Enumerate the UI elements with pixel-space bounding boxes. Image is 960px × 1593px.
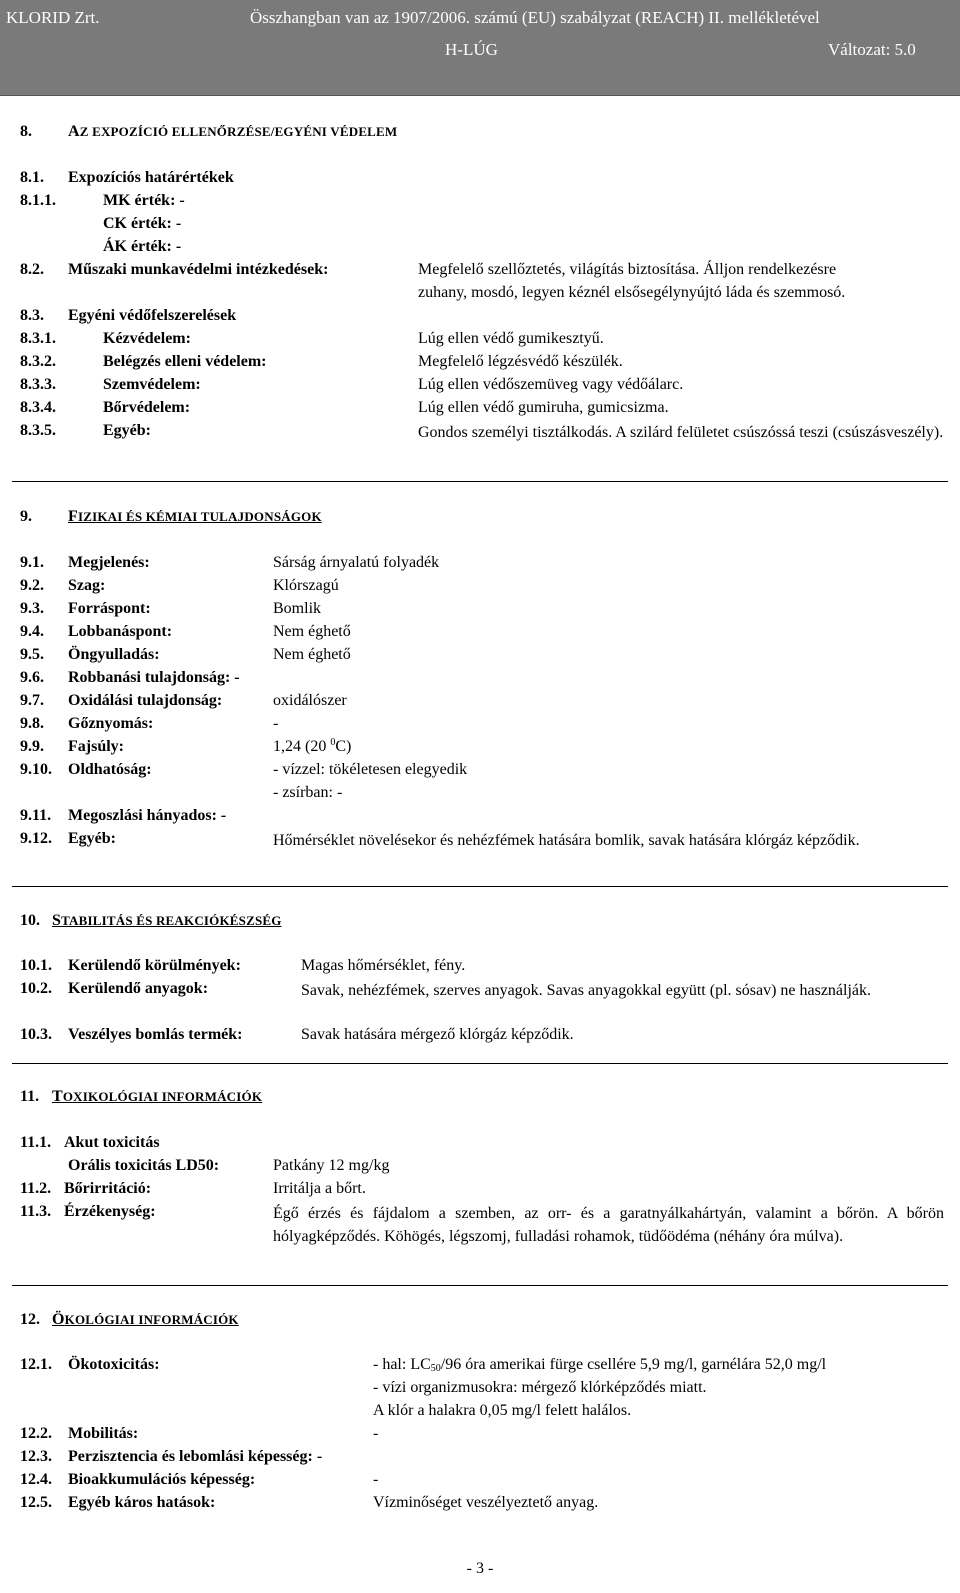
- header-divider: [0, 95, 960, 96]
- row-8-2-label: Műszaki munkavédelmi intézkedések:: [68, 261, 329, 278]
- row-11-3-value: Égő érzés és fájdalom a szemben, az orr- és a garatnyálkahártyán, valamint a bőrön. A bőrön hólyagképződés. Köhögés, légszomj, fulladási rohamok, tüdőödéma (néhány óra múlva).: [273, 1205, 944, 1245]
- row-10-3-value: Savak hatására mérgező klórgáz képződik.: [301, 1026, 574, 1043]
- section-10-title: STABILITÁS ÉS REAKCIÓKÉSZSÉG: [52, 912, 282, 929]
- row-11-2-value: Irritálja a bőrt.: [273, 1180, 366, 1197]
- row-12-1-number: 12.1.: [20, 1356, 52, 1373]
- row-8-3-label: Egyéni védőfelszerelések: [68, 307, 237, 324]
- section-11-number: 11.: [20, 1088, 40, 1105]
- row-9-5-label: Öngyulladás:: [68, 646, 160, 663]
- row-9-1-label: Megjelenés:: [68, 554, 150, 571]
- section-12-number: 12.: [20, 1311, 40, 1328]
- row-9-6-label: Robbanási tulajdonság: -: [68, 669, 240, 686]
- row-9-12-label: Egyéb:: [68, 830, 116, 847]
- section-8-title: AZ EXPOZÍCIÓ ELLENŐRZÉSE/EGYÉNI VÉDELEM: [68, 123, 398, 140]
- row-9-3-number: 9.3.: [20, 600, 44, 617]
- divider-10-11: [12, 1063, 948, 1064]
- row-12-5-label: Egyéb káros hatások:: [68, 1494, 216, 1511]
- row-9-3-value: Bomlik: [273, 600, 322, 617]
- oral-toxicity-value: Patkány 12 mg/kg: [273, 1157, 390, 1174]
- row-12-1-value-line1: - hal: $LC_{50}/96$ óra amerikai fürge csellére 5,9 mg/l, garnélára 52,0 mg/l: [373, 1356, 827, 1374]
- row-10-3-label: Veszélyes bomlás termék:: [68, 1026, 243, 1043]
- row-9-2-number: 9.2.: [20, 577, 44, 594]
- row-9-8-value: -: [273, 715, 279, 732]
- section-8-number: 8.: [20, 123, 32, 140]
- header-company: KLORID Zrt.: [6, 8, 100, 27]
- row-8-3-5-number: 8.3.5.: [20, 422, 56, 439]
- row-9-12-number: 9.12.: [20, 830, 52, 847]
- section-10-number: 10.: [20, 912, 40, 929]
- row-8-3-5-label: Egyéb:: [103, 422, 151, 439]
- row-9-9-number: 9.9.: [20, 738, 44, 755]
- row-12-2-value: -: [373, 1425, 379, 1442]
- row-8-3-3-value: Lúg ellen védőszemüveg vagy védőálarc.: [418, 376, 684, 393]
- row-8-3-1-value: Lúg ellen védő gumikesztyű.: [418, 330, 604, 347]
- row-9-10-value-line1: - vízzel: tökéletesen elegyedik: [273, 761, 468, 778]
- row-10-2-number: 10.2.: [20, 980, 52, 997]
- row-8-3-1-number: 8.3.1.: [20, 330, 56, 347]
- row-8-3-2-value: Megfelelő légzésvédő készülék.: [418, 353, 623, 370]
- row-9-1-value: Sárság árnyalatú folyadék: [273, 554, 440, 571]
- ak-value: ÁK érték: -: [103, 238, 182, 255]
- header-product: H-LÚG: [445, 40, 498, 59]
- section-9-number: 9.: [20, 508, 32, 525]
- row-12-4-value: -: [373, 1471, 379, 1488]
- row-12-4-number: 12.4.: [20, 1471, 52, 1488]
- row-11-2-number: 11.2.: [20, 1180, 52, 1197]
- row-8-3-3-number: 8.3.3.: [20, 376, 56, 393]
- row-9-4-number: 9.4.: [20, 623, 44, 640]
- row-9-1-number: 9.1.: [20, 554, 44, 571]
- mk-value: MK érték: -: [103, 192, 185, 209]
- row-10-1-value: Magas hőmérséklet, fény.: [301, 957, 466, 974]
- row-10-2-value: Savak, nehézfémek, szerves anyagok. Savas anyagokkal együtt (pl. sósav) ne használják.: [301, 982, 872, 999]
- row-9-9-value: 1,24 (20 $^0$C): [273, 737, 352, 755]
- row-8-3-2-label: Belégzés elleni védelem:: [103, 353, 267, 370]
- row-9-5-number: 9.5.: [20, 646, 44, 663]
- oral-toxicity-label: Orális toxicitás LD50:: [68, 1157, 220, 1174]
- row-12-5-number: 12.5.: [20, 1494, 52, 1511]
- row-9-10-number: 9.10.: [20, 761, 52, 778]
- row-9-4-value: Nem éghető: [273, 623, 351, 640]
- divider-8-9: [12, 481, 948, 482]
- row-10-2-label: Kerülendő anyagok:: [68, 980, 209, 997]
- row-11-3-label: Érzékenység:: [64, 1203, 156, 1220]
- row-11-3-number: 11.3.: [20, 1203, 52, 1220]
- row-8-1-number: 8.1.: [20, 169, 44, 186]
- row-9-7-number: 9.7.: [20, 692, 44, 709]
- row-12-3-label: Perzisztencia és lebomlási képesség: -: [68, 1448, 323, 1465]
- row-9-4-label: Lobbanáspont:: [68, 623, 173, 640]
- row-9-5-value: Nem éghető: [273, 646, 351, 663]
- divider-9-10: [12, 886, 948, 887]
- row-11-1-label: Akut toxicitás: [64, 1134, 160, 1151]
- row-10-3-number: 10.3.: [20, 1026, 52, 1043]
- row-8-2-value-line1: Megfelelő szellőztetés, világítás biztosítása. Álljon rendelkezésre: [418, 261, 837, 278]
- row-9-7-value: oxidálószer: [273, 692, 347, 709]
- row-9-10-value-line2: - zsírban: -: [273, 784, 343, 801]
- row-12-5-value: Vízminőséget veszélyeztető anyag.: [373, 1494, 599, 1511]
- row-9-11-label: Megoszlási hányados: -: [68, 807, 227, 824]
- row-8-3-4-number: 8.3.4.: [20, 399, 56, 416]
- header-regulation: Összhangban van az 1907/2006. számú (EU) szabályzat (REACH) II. mellékletével: [250, 8, 820, 27]
- row-8-3-5-value: Gondos személyi tisztálkodás. A szilárd felületet csúszóssá teszi (csúszásveszély).: [418, 424, 944, 441]
- row-11-2-label: Bőrirritáció:: [64, 1180, 152, 1197]
- row-8-3-3-label: Szemvédelem:: [103, 376, 201, 393]
- row-8-2-number: 8.2.: [20, 261, 44, 278]
- row-10-1-number: 10.1.: [20, 957, 52, 974]
- row-12-1-value-line2: - vízi organizmusokra: mérgező klórképződés miatt.: [373, 1379, 707, 1396]
- header-version: Változat: 5.0: [828, 40, 916, 59]
- row-8-1-1-number: 8.1.1.: [20, 192, 56, 209]
- row-12-3-number: 12.3.: [20, 1448, 52, 1465]
- row-9-2-value: Klórszagú: [273, 577, 339, 594]
- row-8-3-number: 8.3.: [20, 307, 44, 324]
- row-9-7-label: Oxidálási tulajdonság:: [68, 692, 223, 709]
- section-9-title: FIZIKAI ÉS KÉMIAI TULAJDONSÁGOK: [68, 508, 322, 525]
- row-9-2-label: Szag:: [68, 577, 106, 594]
- divider-11-12: [12, 1285, 948, 1286]
- row-10-1-label: Kerülendő körülmények:: [68, 957, 241, 974]
- row-8-3-4-value: Lúg ellen védő gumiruha, gumicsizma.: [418, 399, 669, 416]
- row-9-10-label: Oldhatóság:: [68, 761, 152, 778]
- row-8-3-1-label: Kézvédelem:: [103, 330, 191, 347]
- row-12-2-label: Mobilitás:: [68, 1425, 139, 1442]
- section-12-title: ÖKOLÓGIAI INFORMÁCIÓK: [52, 1311, 239, 1328]
- row-9-8-label: Gőznyomás:: [68, 715, 154, 732]
- ck-value: CK érték: -: [103, 215, 182, 232]
- page-number: - 3 -: [466, 1560, 494, 1577]
- row-11-1-number: 11.1.: [20, 1134, 52, 1151]
- row-9-9-label: Fajsúly:: [68, 738, 124, 755]
- row-9-3-label: Forráspont:: [68, 600, 151, 617]
- row-12-1-value-line3: A klór a halakra 0,05 mg/l felett halálos.: [373, 1402, 632, 1419]
- row-12-2-number: 12.2.: [20, 1425, 52, 1442]
- row-12-1-label: Ökotoxicitás:: [68, 1356, 160, 1373]
- section-11-title: TOXIKOLÓGIAI INFORMÁCIÓK: [52, 1088, 263, 1105]
- row-9-8-number: 9.8.: [20, 715, 44, 732]
- row-8-3-2-number: 8.3.2.: [20, 353, 56, 370]
- row-12-4-label: Bioakkumulációs képesség:: [68, 1471, 256, 1488]
- row-8-3-4-label: Bőrvédelem:: [103, 399, 191, 416]
- row-9-6-number: 9.6.: [20, 669, 44, 686]
- row-9-11-number: 9.11.: [20, 807, 52, 824]
- row-8-2-value-line2: zuhany, mosdó, legyen kéznél elsősegélynyújtó láda és szemmosó.: [418, 284, 846, 301]
- row-9-12-value: Hőmérséklet növelésekor és nehézfémek hatására bomlik, savak hatására klórgáz képződik.: [273, 832, 860, 849]
- row-8-1-label: Expozíciós határértékek: [68, 169, 234, 186]
